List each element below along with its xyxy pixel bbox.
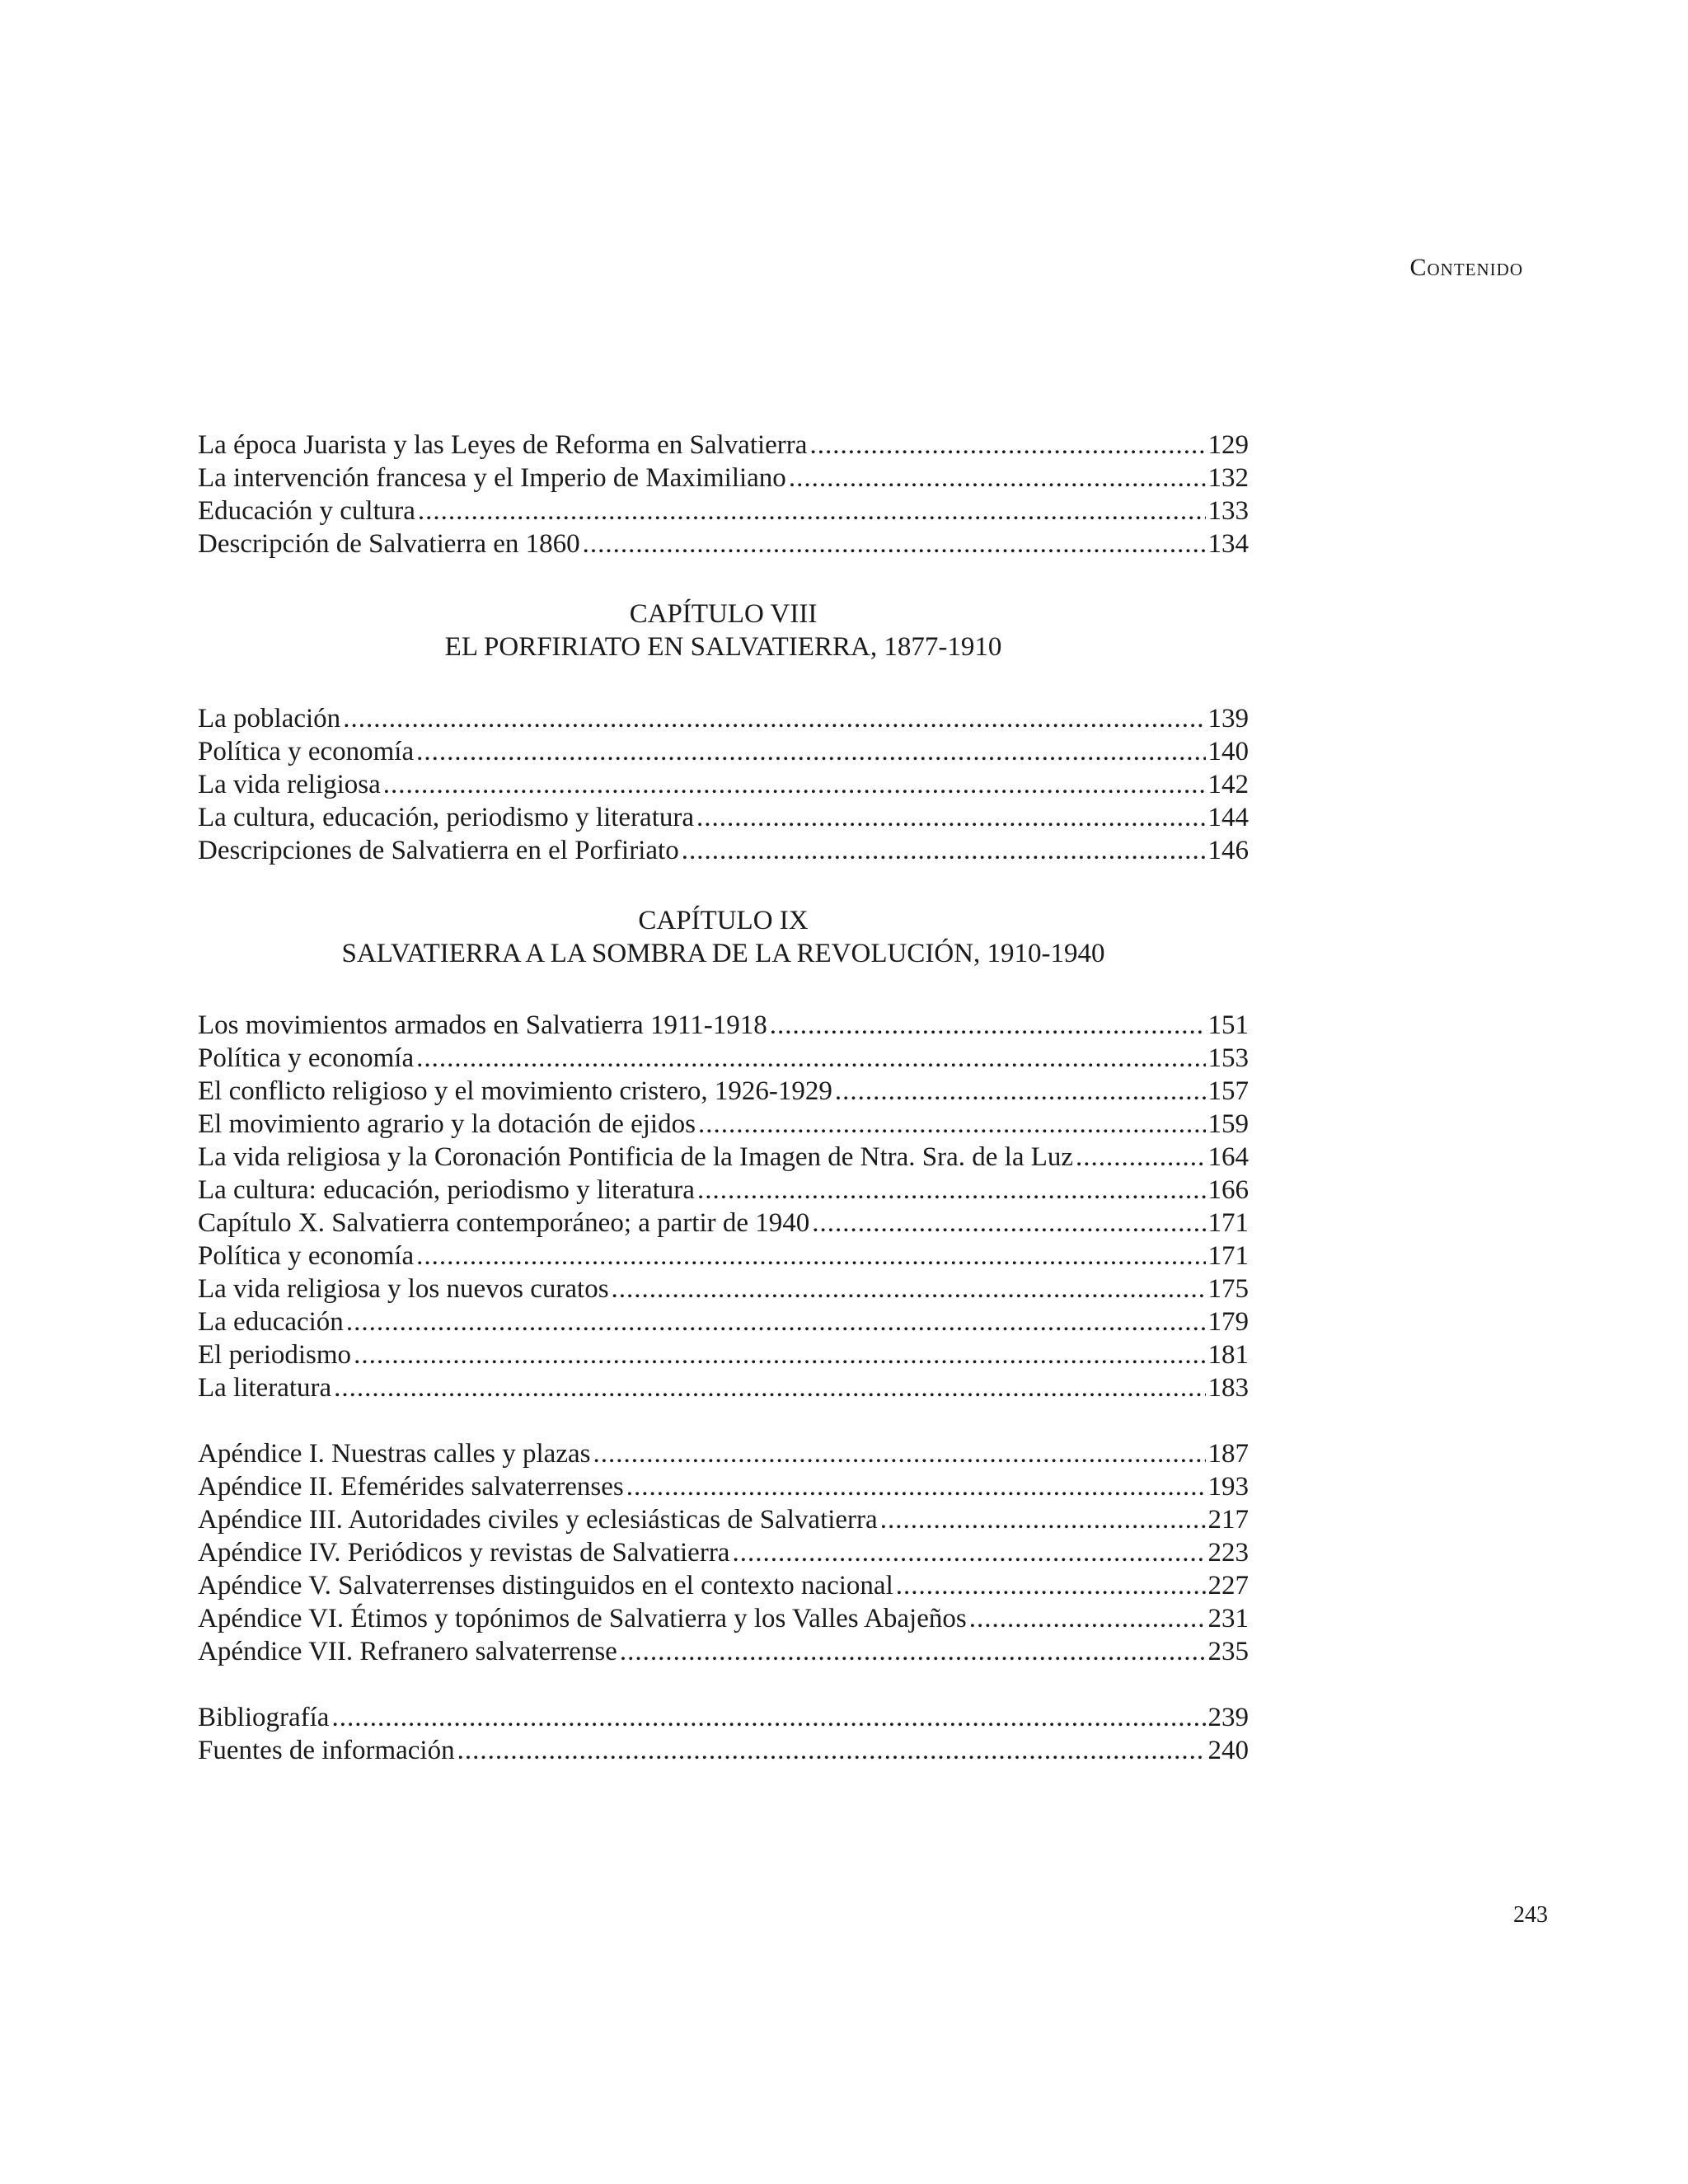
- toc-entry[interactable]: [198, 1305, 1249, 1338]
- toc-entry-page: 223: [1207, 1538, 1249, 1568]
- leader-dots: [583, 527, 1206, 560]
- toc-entry-page: 166: [1207, 1175, 1249, 1205]
- leader-dots: [697, 1174, 1206, 1207]
- leader-dots: [331, 1701, 1205, 1734]
- toc-entry[interactable]: [198, 1371, 1249, 1404]
- toc-entry-title: La población: [198, 704, 341, 733]
- toc-entry[interactable]: [198, 735, 1249, 768]
- toc-group-chapter7-end: [198, 429, 1249, 560]
- toc-entry-page: 139: [1207, 704, 1249, 733]
- toc-entry-page: 227: [1207, 1571, 1249, 1601]
- toc-entry-page: 134: [1207, 529, 1249, 559]
- leader-dots: [418, 494, 1206, 527]
- leader-dots: [698, 1108, 1206, 1141]
- toc-entry[interactable]: [198, 1042, 1249, 1075]
- leader-dots: [346, 1305, 1206, 1338]
- toc-entry-title: El movimiento agrario y la dotación de ejidos: [198, 1109, 696, 1139]
- leader-dots: [354, 1338, 1205, 1371]
- leader-dots: [696, 801, 1205, 834]
- toc-entry[interactable]: [198, 1701, 1249, 1734]
- section-spacer: [198, 1668, 1249, 1701]
- toc-entry-title: Política y economía: [198, 1241, 415, 1271]
- chapter-years: 1877-1910: [884, 632, 1002, 662]
- toc-entry-page: 179: [1207, 1307, 1249, 1337]
- toc-entry-title: Los movimientos armados en Salvatierra 1911-1918: [198, 1010, 767, 1040]
- chapter-label: CAPÍTULO VIII: [629, 599, 818, 629]
- chapter-years: 1910-1940: [987, 939, 1105, 968]
- table-of-contents: [198, 429, 1249, 1767]
- toc-entry-page: 144: [1207, 803, 1249, 832]
- toc-entry-title: La vida religiosa y los nuevos curatos: [198, 1274, 609, 1304]
- toc-entry-title: La intervención francesa y el Imperio de Maximiliano: [198, 463, 786, 493]
- leader-dots: [416, 735, 1205, 768]
- toc-entry-page: 239: [1207, 1703, 1249, 1732]
- toc-entry[interactable]: [198, 1437, 1249, 1470]
- leader-dots: [457, 1734, 1206, 1767]
- leader-dots: [416, 1042, 1205, 1075]
- toc-entry[interactable]: [198, 768, 1249, 801]
- leader-dots: [620, 1635, 1206, 1668]
- toc-group-appendices: [198, 1437, 1249, 1668]
- section-spacer: [198, 1404, 1249, 1437]
- leader-dots: [789, 462, 1206, 494]
- leader-dots: [969, 1602, 1206, 1635]
- toc-entry-page: 140: [1207, 737, 1249, 766]
- toc-group-chapter9: [198, 1009, 1249, 1404]
- running-header: Contenido: [1409, 254, 1523, 281]
- toc-entry-title: La época Juarista y las Leyes de Reforma en Salvatierra: [198, 430, 808, 460]
- toc-entry-page: 157: [1207, 1076, 1249, 1106]
- toc-entry-title: Apéndice IV. Periódicos y revistas de Salvatierra: [198, 1538, 730, 1568]
- toc-entry-title: La cultura: educación, periodismo y literatura: [198, 1175, 695, 1205]
- toc-entry[interactable]: [198, 1141, 1249, 1174]
- chapter-title: EL PORFIRIATO EN SALVATIERRA,: [444, 632, 878, 662]
- chapter-title: SALVATIERRA A LA SOMBRA DE LA REVOLUCIÓN,: [341, 939, 981, 968]
- toc-entry-title: La educación: [198, 1307, 344, 1337]
- toc-entry-title: Bibliografía: [198, 1703, 330, 1732]
- leader-dots: [812, 1207, 1205, 1240]
- toc-entry-title: Descripción de Salvatierra en 1860: [198, 529, 580, 559]
- toc-entry-title: Apéndice V. Salvaterrenses distinguidos en el contexto nacional: [198, 1571, 893, 1601]
- toc-entry-title: Política y economía: [198, 737, 415, 766]
- toc-entry[interactable]: [198, 1207, 1249, 1240]
- leader-dots: [770, 1009, 1206, 1042]
- chapter-label: CAPÍTULO IX: [638, 906, 809, 935]
- toc-entry-title: Fuentes de información: [198, 1736, 455, 1765]
- page-number: 243: [1513, 1902, 1548, 1928]
- leader-dots: [416, 1240, 1205, 1272]
- toc-entry-page: 159: [1207, 1109, 1249, 1139]
- toc-entry-title: Descripciones de Salvatierra en el Porfiriato: [198, 836, 679, 865]
- toc-entry-page: 193: [1207, 1472, 1249, 1502]
- toc-entry[interactable]: [198, 702, 1249, 735]
- toc-entry-title: Educación y cultura: [198, 496, 415, 526]
- toc-entry-page: 146: [1207, 836, 1249, 865]
- toc-entry-page: 231: [1207, 1604, 1249, 1633]
- toc-entry[interactable]: [198, 527, 1249, 560]
- toc-entry[interactable]: [198, 1272, 1249, 1305]
- chapter-heading-ix: [198, 904, 1249, 970]
- toc-entry-page: 129: [1207, 430, 1249, 460]
- toc-entry-title: Apéndice III. Autoridades civiles y eclesiásticas de Salvatierra: [198, 1505, 878, 1535]
- leader-dots: [334, 1371, 1205, 1404]
- leader-dots: [343, 702, 1205, 735]
- toc-entry-page: 171: [1207, 1208, 1249, 1238]
- toc-group-chapter8: [198, 702, 1249, 867]
- leader-dots: [835, 1075, 1206, 1108]
- leader-dots: [1076, 1141, 1205, 1174]
- toc-entry-page: 240: [1207, 1736, 1249, 1765]
- toc-entry[interactable]: [198, 1009, 1249, 1042]
- toc-entry-title: Apéndice VII. Refranero salvaterrense: [198, 1637, 617, 1666]
- toc-entry-page: 151: [1207, 1010, 1249, 1040]
- toc-entry-page: 153: [1207, 1043, 1249, 1073]
- toc-entry-page: 217: [1207, 1505, 1249, 1535]
- toc-group-references: [198, 1701, 1249, 1767]
- toc-entry-page: 175: [1207, 1274, 1249, 1304]
- chapter-heading-viii: [198, 598, 1249, 663]
- toc-entry-title: Apéndice VI. Étimos y topónimos de Salvatierra y los Valles Abajeños: [198, 1604, 967, 1633]
- toc-entry[interactable]: [198, 1569, 1249, 1602]
- toc-entry-page: 133: [1207, 496, 1249, 526]
- toc-entry-page: 132: [1207, 463, 1249, 493]
- leader-dots: [626, 1470, 1206, 1503]
- toc-entry-title: La vida religiosa y la Coronación Pontificia de la Imagen de Ntra. Sra. de la Luz: [198, 1142, 1074, 1172]
- toc-entry-page: 187: [1207, 1439, 1249, 1469]
- toc-entry-title: La literatura: [198, 1373, 332, 1403]
- chapter-title-line: [198, 937, 1249, 970]
- toc-entry-title: Política y economía: [198, 1043, 415, 1073]
- toc-entry[interactable]: [198, 1503, 1249, 1536]
- toc-entry-page: 183: [1207, 1373, 1249, 1403]
- toc-entry-page: 171: [1207, 1241, 1249, 1271]
- toc-entry-title: La cultura, educación, periodismo y literatura: [198, 803, 695, 832]
- toc-entry-page: 181: [1207, 1340, 1249, 1370]
- toc-entry[interactable]: [198, 834, 1249, 867]
- toc-entry[interactable]: [198, 1536, 1249, 1569]
- toc-entry-page: 164: [1207, 1142, 1249, 1172]
- toc-entry[interactable]: [198, 429, 1249, 462]
- toc-entry[interactable]: [198, 1338, 1249, 1371]
- leader-dots: [682, 834, 1206, 867]
- toc-entry[interactable]: [198, 1470, 1249, 1503]
- toc-entry[interactable]: [198, 1602, 1249, 1635]
- leader-dots: [593, 1437, 1205, 1470]
- leader-dots: [612, 1272, 1206, 1305]
- toc-entry[interactable]: [198, 1635, 1249, 1668]
- toc-entry[interactable]: [198, 462, 1249, 494]
- toc-entry-title: Apéndice II. Efemérides salvaterrenses: [198, 1472, 624, 1502]
- toc-entry[interactable]: [198, 1734, 1249, 1767]
- toc-entry-title: Capítulo X. Salvatierra contemporáneo; a partir de 1940: [198, 1208, 810, 1238]
- chapter-title-line: [198, 630, 1249, 663]
- toc-entry-page: 142: [1207, 770, 1249, 799]
- toc-entry[interactable]: [198, 494, 1249, 527]
- toc-entry-page: 235: [1207, 1637, 1249, 1666]
- leader-dots: [896, 1569, 1206, 1602]
- leader-dots: [880, 1503, 1206, 1536]
- toc-entry[interactable]: [198, 1240, 1249, 1272]
- toc-entry[interactable]: [198, 1174, 1249, 1207]
- leader-dots: [383, 768, 1206, 801]
- toc-entry-title: El periodismo: [198, 1340, 352, 1370]
- toc-entry-title: Apéndice I. Nuestras calles y plazas: [198, 1439, 591, 1469]
- toc-entry-title: La vida religiosa: [198, 770, 381, 799]
- toc-entry[interactable]: [198, 1075, 1249, 1108]
- leader-dots: [809, 429, 1205, 462]
- leader-dots: [732, 1536, 1205, 1569]
- toc-entry[interactable]: [198, 1108, 1249, 1141]
- toc-entry[interactable]: [198, 801, 1249, 834]
- toc-entry-title: El conflicto religioso y el movimiento cristero, 1926-1929: [198, 1076, 832, 1106]
